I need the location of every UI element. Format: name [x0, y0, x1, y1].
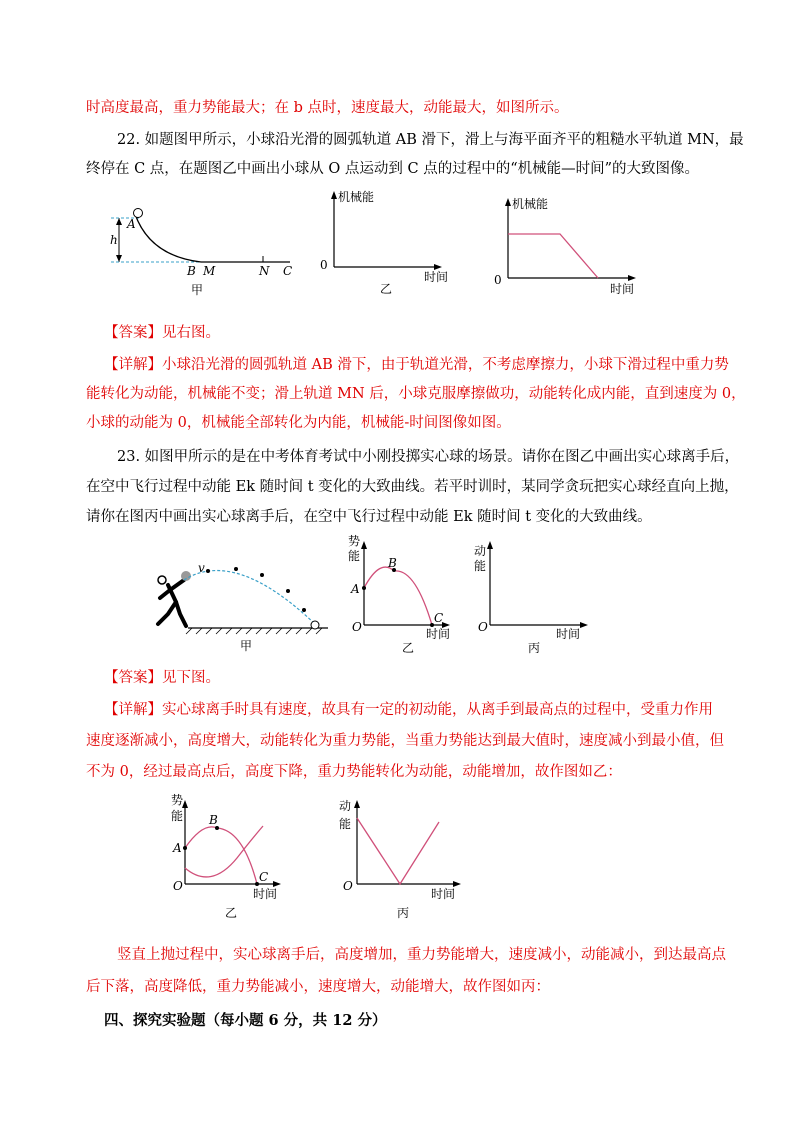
answer-figure-bing [335, 788, 475, 923]
detail-22-line2: 能转化为动能，机械能不变；滑上轨道 MN 后，小球克服摩擦做功，动能转化成内能，直到速度为 0， [86, 386, 746, 402]
figure-23-bing [470, 533, 600, 653]
detail-23-line4: 竖直上抛过程中，实心球离手后，高度增加，重力势能增大，速度减小，动能减小，到达最高点 [117, 947, 726, 963]
caption-yi: 乙 [225, 906, 238, 920]
label-h: h [110, 233, 118, 247]
question-22-line1: 22. 如题图甲所示，小球沿光滑的圆弧轨道 AB 滑下，滑上与海平面齐平的粗糙水平轨道 MN，最 [117, 132, 744, 148]
label-a: A [173, 841, 182, 855]
axis-y-label-2: 能 [348, 549, 361, 563]
caption-yi: 乙 [402, 641, 415, 655]
detail-23-line1: 【详解】实心球离手时具有速度，故具有一定的初动能，从离手到最高点的过程中，受重力作用 [104, 702, 713, 718]
axis-x-label: 时间 [610, 282, 635, 296]
section-heading: 四、探究实验题（每小题 6 分，共 12 分） [104, 1012, 387, 1029]
answer-22: 【答案】见右图。 [104, 325, 220, 341]
axis-x-label: 时间 [431, 887, 456, 901]
detail-23-line3: 不为 0，经过最高点后，高度下降，重力势能转化为动能，动能增加，故作图如乙： [86, 764, 622, 780]
origin-label: O [343, 879, 353, 893]
detail-23-line2: 速度逐渐减小，高度增大，动能转化为重力势能，当重力势能达到最大值时，速度减小到最小值，但 [86, 733, 724, 749]
label-b: B [209, 813, 218, 827]
figure-23-jia [150, 558, 330, 653]
figure-22-yi [318, 185, 458, 295]
axis-y-label-2: 能 [474, 559, 487, 573]
axis-y-label-1: 势 [171, 793, 184, 807]
label-a: A [351, 582, 360, 596]
question-23-line1: 23. 如图甲所示的是在中考体育考试中小刚投掷实心球的场景。请你在图乙中画出实心球离手后， [117, 449, 740, 465]
text-line: 时高度最高，重力势能最大；在 b 点时，速度最大，动能最大，如图所示。 [86, 100, 569, 116]
detail-22-line1: 【详解】小球沿光滑的圆弧轨道 AB 滑下，由于轨道光滑，不考虑摩擦力，小球下滑过程中重力势 [104, 357, 729, 373]
origin-label: 0 [494, 273, 502, 287]
axis-x-label: 时间 [426, 627, 451, 641]
origin-label: O [478, 620, 488, 634]
axis-y-label-1: 动 [474, 544, 487, 558]
question-23-line3: 请你在图丙中画出实心球离手后，在空中飞行过程中动能 Ek 随时间 t 变化的大致曲线。 [86, 509, 652, 525]
label-c: C [283, 264, 293, 278]
axis-y-label-1: 势 [348, 534, 361, 548]
figure-22-jia [105, 198, 305, 298]
figure-22-answer [490, 192, 650, 302]
origin-label: 0 [320, 258, 328, 272]
label-c: C [259, 870, 269, 884]
label-n: N [259, 264, 270, 278]
axis-y-label-2: 能 [171, 809, 184, 823]
label-a: A [127, 217, 136, 231]
label-m: M [203, 264, 216, 278]
caption-jia: 甲 [191, 283, 204, 297]
detail-22-line3: 小球的动能为 0，机械能全部转化为内能，机械能-时间图像如图。 [86, 415, 511, 431]
axis-y-label: 机械能 [338, 190, 375, 204]
origin-label: O [173, 879, 183, 893]
label-c: C [434, 611, 444, 625]
label-v: v [198, 561, 205, 575]
figure-23-yi [340, 533, 460, 653]
caption-bing: 丙 [528, 641, 541, 655]
axis-y-label-2: 能 [339, 817, 352, 831]
axis-y-label: 机械能 [512, 197, 549, 211]
origin-label: O [352, 620, 362, 634]
label-b: B [187, 264, 196, 278]
axis-y-label-1: 动 [339, 799, 352, 813]
question-22-line2: 终停在 C 点，在题图乙中画出小球从 O 点运动到 C 点的过程中的“机械能—时间”的大致图像。 [86, 161, 700, 177]
answer-figure-yi [165, 788, 295, 923]
axis-x-label: 时间 [424, 270, 449, 284]
axis-x-label: 时间 [556, 627, 581, 641]
answer-23: 【答案】见下图。 [104, 670, 220, 686]
caption-bing: 丙 [397, 906, 410, 920]
caption-yi: 乙 [380, 282, 393, 296]
label-b: B [388, 556, 397, 570]
axis-x-label: 时间 [253, 887, 278, 901]
caption-jia: 甲 [240, 639, 253, 653]
detail-23-line5: 后下落，高度降低，重力势能减小，速度增大，动能增大，故作图如丙： [86, 979, 550, 995]
question-23-line2: 在空中飞行过程中动能 Ek 随时间 t 变化的大致曲线。若平时训时，某同学贪玩把实心球经直向上抛， [86, 479, 739, 495]
